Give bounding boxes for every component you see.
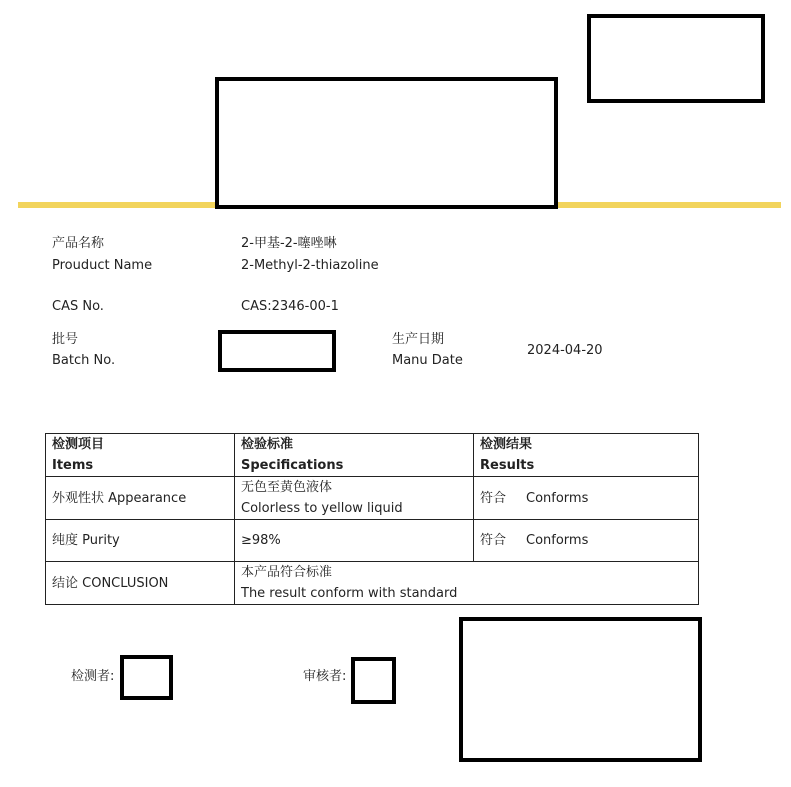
product-name-en-label: Prouduct Name [52, 258, 153, 273]
manu-date-value: 2024-04-20 [527, 343, 603, 358]
manu-date-en-label: Manu Date [392, 353, 463, 368]
conclusion-text-en: The result conform with standard [241, 586, 458, 601]
redacted-stamp-box [459, 617, 702, 762]
header-spec-cell [235, 434, 474, 477]
conclusion-label: 结论 CONCLUSION [46, 562, 235, 605]
header-spec-en: Specifications [241, 458, 344, 473]
header-items-cn: 检测项目 [52, 437, 105, 452]
reviewer-label: 审核者: [303, 669, 347, 684]
purity-result-cell [474, 520, 699, 562]
appearance-result-cell [474, 477, 699, 520]
redacted-title-box [215, 77, 558, 209]
appearance-spec-en: Colorless to yellow liquid [241, 501, 403, 516]
header-result-cn: 检测结果 [480, 437, 533, 452]
redacted-reviewer-signature [351, 657, 396, 704]
header-result-en: Results [480, 458, 535, 473]
appearance-item: 外观性状 Appearance [46, 477, 235, 520]
purity-result-cn: 符合 [480, 533, 507, 548]
table-header-row [46, 434, 699, 477]
conclusion-text-cell [235, 562, 699, 605]
product-name-cn-label: 产品名称 [52, 236, 105, 251]
product-name-cn: 2-甲基-2-噻唑啉 [241, 236, 337, 251]
appearance-spec-cell [235, 477, 474, 520]
appearance-result-cn: 符合 [480, 490, 507, 506]
batch-cn-label: 批号 [52, 332, 79, 347]
purity-item: 纯度 Purity [46, 520, 235, 562]
appearance-spec-cn: 无色至黄色液体 [241, 480, 333, 495]
header-items-en: Items [52, 458, 94, 473]
batch-en-label: Batch No. [52, 353, 116, 368]
redacted-batch-number [218, 330, 336, 372]
redacted-inspector-signature [120, 655, 173, 700]
table-row [46, 477, 699, 520]
results-table [45, 433, 699, 605]
header-items-cell [46, 434, 235, 477]
conclusion-row [46, 562, 699, 605]
cas-label: CAS No. [52, 299, 104, 314]
table-row [46, 520, 699, 562]
header-spec-cn: 检验标准 [241, 437, 294, 452]
purity-result-en: Conforms [526, 533, 589, 548]
conclusion-text-cn: 本产品符合标准 [241, 565, 333, 580]
appearance-result-en: Conforms [526, 490, 589, 506]
header-result-cell [474, 434, 699, 477]
purity-spec: ≥98% [235, 520, 474, 562]
product-name-en: 2-Methyl-2-thiazoline [241, 258, 379, 273]
manu-date-cn-label: 生产日期 [392, 332, 445, 347]
redacted-logo-box [587, 14, 765, 103]
cas-value: CAS:2346-00-1 [241, 299, 339, 314]
inspector-label: 检测者: [71, 669, 115, 684]
